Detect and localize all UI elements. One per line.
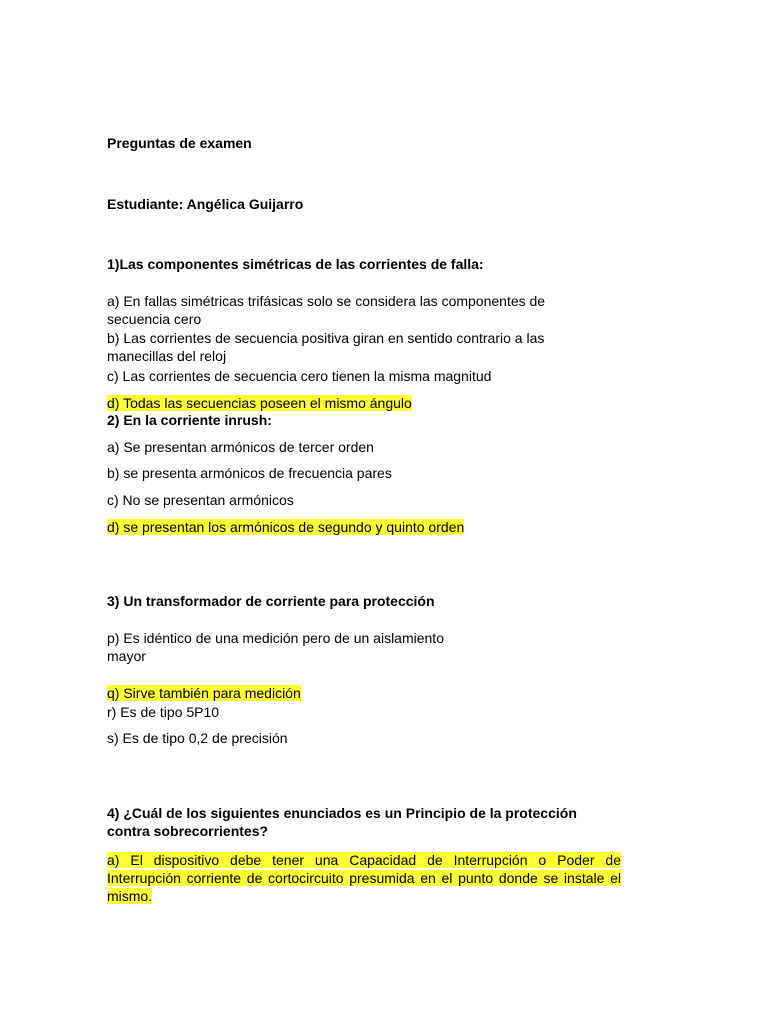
question-prompt: 3) Un transformador de corriente para protección (107, 593, 435, 609)
answer-option: a) En fallas simétricas trifásicas solo se considera las componentes de (107, 293, 546, 309)
correct-answer-highlight: d) Todas las secuencias poseen el mismo ángulo (107, 395, 412, 411)
answer-option: r) Es de tipo 5P10 (107, 704, 220, 720)
answer-option-continuation: manecillas del reloj (107, 348, 227, 364)
answer-option: b) se presenta armónicos de frecuencia pares (107, 465, 392, 481)
question-prompt: 2) En la corriente inrush: (107, 412, 272, 428)
answer-option: c) Las corrientes de secuencia cero tienen la misma magnitud (107, 368, 492, 384)
correct-answer-highlight: a) El dispositivo debe tener una Capacidad de Interrupción o Poder de Interrupción corriente de cortocircuito presumida en el punto donde se instale el mismo. (107, 852, 621, 904)
answer-option: c) No se presentan armónicos (107, 492, 294, 508)
answer-option: s) Es de tipo 0,2 de precisión (107, 730, 288, 746)
answer-option: b) Las corrientes de secuencia positiva giran en sentido contrario a las (107, 330, 545, 346)
answer-option-continuation: secuencia cero (107, 311, 202, 327)
answer-option: p) Es idéntico de una medición pero de un aislamiento (107, 630, 444, 646)
question-prompt: 4) ¿Cuál de los siguientes enunciados es un Principio de la protección (107, 805, 577, 821)
student-name: Estudiante: Angélica Guijarro (107, 196, 304, 212)
correct-answer-highlight: d) se presentan los armónicos de segundo y quinto orden (107, 519, 465, 535)
correct-answer-highlight: q) Sirve también para medición (107, 685, 301, 701)
question-prompt: 1)Las componentes simétricas de las corrientes de falla: (107, 256, 484, 272)
answer-option-continuation: mayor (107, 648, 146, 664)
document-title: Preguntas de examen (107, 135, 252, 151)
answer-option: a) Se presentan armónicos de tercer orden (107, 439, 374, 455)
question-prompt-continuation: contra sobrecorrientes? (107, 823, 269, 839)
